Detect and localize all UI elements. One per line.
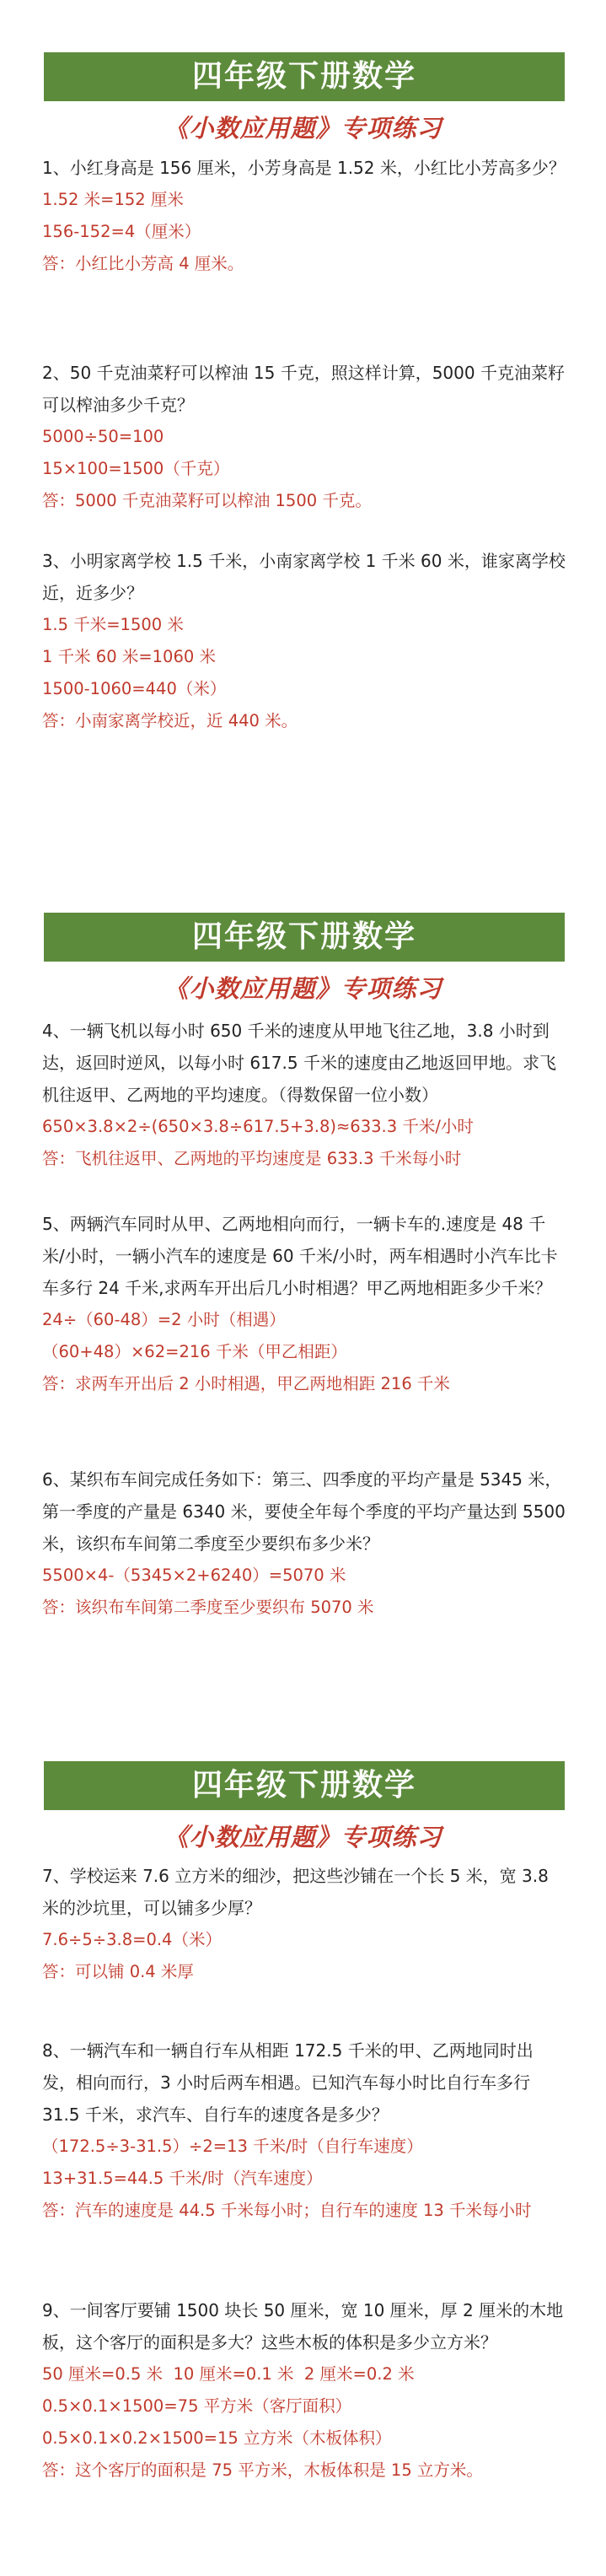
problem-question: 3、小明家离学校 1.5 千米，小南家离学校 1 千米 60 米，谁家离学校近，近多少？ <box>42 551 566 603</box>
answer-line: 1500-1060=440（米） <box>42 679 227 698</box>
answer-line: 答：这个客厅的面积是 75 平方米，木板体积是 15 立方米。 <box>42 2460 483 2480</box>
answer-line: 24÷（60-48）=2 小时（相遇） <box>42 1310 286 1329</box>
section-2 <box>0 913 606 1007</box>
answer-line: （172.5÷3-31.5）÷2=13 千米/时（自行车速度） <box>42 2137 423 2156</box>
answer-line: 50 厘米=0.5 米 10 厘米=0.1 米 2 厘米=0.2 米 <box>42 2364 415 2384</box>
section-subtitle: 《小数应用题》专项练习 <box>164 114 442 143</box>
answer-line: 15×100=1500（千克） <box>42 459 230 478</box>
problem-2 <box>42 357 566 517</box>
answer-line: 156-152=4（厘米） <box>42 222 201 241</box>
problem-5 <box>42 1208 566 1400</box>
section-subtitle: 《小数应用题》专项练习 <box>164 974 442 1003</box>
answer-line: 答：小南家离学校近，近 440 米。 <box>42 711 298 730</box>
answer-line: 答：该织布车间第二季度至少要织布 5070 米 <box>42 1598 374 1617</box>
answer-line: 答：飞机往返甲、乙两地的平均速度是 633.3 千米每小时 <box>42 1149 462 1168</box>
answer-line: 1 千米 60 米=1060 米 <box>42 647 216 666</box>
answer-line: （60+48）×62=216 千米（甲乙相距） <box>42 1342 347 1361</box>
answer-line: 1.5 千米=1500 米 <box>42 615 184 634</box>
problem-4 <box>42 1015 566 1175</box>
answer-line: 5000÷50=100 <box>42 427 164 446</box>
answer-line: 5500×4-（5345×2+6240）=5070 米 <box>42 1566 346 1585</box>
answer-line: 答：5000 千克油菜籽可以榨油 1500 千克。 <box>42 491 372 510</box>
problem-question: 1、小红身高是 156 厘米，小芳身高是 1.52 米，小红比小芳高多少？ <box>42 158 566 178</box>
section-3 <box>0 1761 606 1856</box>
answer-line: 0.5×0.1×0.2×1500=15 立方米（木板体积） <box>42 2428 392 2448</box>
problem-question: 5、两辆汽车同时从甲、乙两地相向而行，一辆卡车的.速度是 48 千米/小时，一辆小汽车的速度是 60 千米/小时，两车相遇时小汽车比卡车多行 24 千米,求两车开出后几小时相遇？甲乙两地相距多少千米？ <box>42 1214 558 1298</box>
section-title: 四年级下册数学 <box>44 52 565 101</box>
problem-3 <box>42 545 566 737</box>
problem-8 <box>42 2034 566 2227</box>
answer-line: 1.52 米=152 厘米 <box>42 190 184 209</box>
problem-question: 7、学校运来 7.6 立方米的细沙，把这些沙铺在一个长 5 米，宽 3.8 米的沙坑里，可以铺多少厚？ <box>42 1866 549 1918</box>
problem-question: 8、一辆汽车和一辆自行车从相距 172.5 千米的甲、乙两地同时出发，相向而行，3 小时后两车相遇。已知汽车每小时比自行车多行 31.5 千米，求汽车、自行车的速度各是多少？ <box>42 2040 534 2125</box>
answer-line: 650×3.8×2÷(650×3.8÷617.5+3.8)≈633.3 千米/小时 <box>42 1117 474 1136</box>
answer-line: 答：可以铺 0.4 米厚 <box>42 1962 194 1981</box>
section-title: 四年级下册数学 <box>44 1761 565 1810</box>
answer-line: 0.5×0.1×1500=75 平方米（客厅面积） <box>42 2396 352 2416</box>
answer-line: 13+31.5=44.5 千米/时（汽车速度） <box>42 2169 323 2188</box>
problem-7 <box>42 1860 566 1988</box>
problem-question: 6、某织布车间完成任务如下：第三、四季度的平均产量是 5345 米，第一季度的产量是 6340 米，要使全年每个季度的平均产量达到 5500 米，该织布车间第二季度至少要织布多少米？ <box>42 1469 566 1554</box>
section-title: 四年级下册数学 <box>44 913 565 962</box>
problem-1 <box>42 152 566 280</box>
answer-line: 答：求两车开出后 2 小时相遇，甲乙两地相距 216 千米 <box>42 1374 450 1393</box>
section-subtitle: 《小数应用题》专项练习 <box>164 1823 442 1851</box>
answer-line: 7.6÷5÷3.8=0.4（米） <box>42 1930 222 1949</box>
problem-question: 2、50 千克油菜籽可以榨油 15 千克，照这样计算，5000 千克油菜籽可以榨油多少千克？ <box>42 363 565 415</box>
answer-line: 答：小红比小芳高 4 厘米。 <box>42 254 244 273</box>
problem-9 <box>42 2294 566 2487</box>
problem-question: 4、一辆飞机以每小时 650 千米的速度从甲地飞往乙地，3.8 小时到达，返回时逆风，以每小时 617.5 千米的速度由乙地返回甲地。求飞机往返甲、乙两地的平均速度。（得数保留一位小数） <box>42 1021 556 1105</box>
answer-line: 答：汽车的速度是 44.5 千米每小时；自行车的速度 13 千米每小时 <box>42 2201 532 2220</box>
section-1 <box>0 52 606 147</box>
problem-6 <box>42 1463 566 1624</box>
problem-question: 9、一间客厅要铺 1500 块长 50 厘米，宽 10 厘米，厚 2 厘米的木地板，这个客厅的面积是多大？这些木板的体积是多少立方米？ <box>42 2300 564 2352</box>
